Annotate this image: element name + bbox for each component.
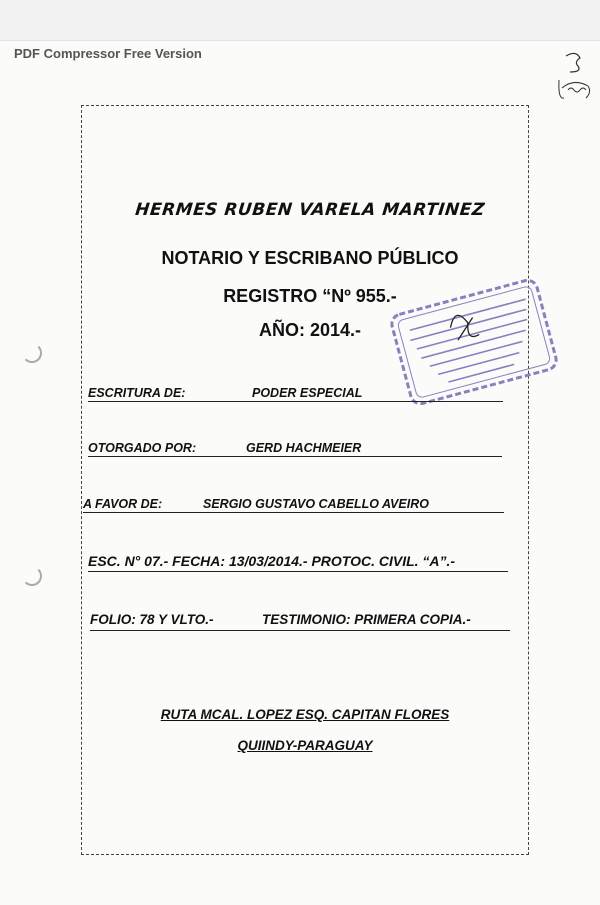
document-year: AÑO: 2014.- (258, 320, 362, 340)
registry-number: REGISTRO “Nº 955.- (223, 286, 397, 306)
address-city: QUIINDY-PARAGUAY (237, 738, 373, 753)
handwritten-page-mark (556, 48, 596, 108)
address-street: RUTA MCAL. LOPEZ ESQ. CAPITAN FLORES (160, 707, 450, 722)
field-value: TESTIMONIO: PRIMERA COPIA.- (262, 612, 471, 627)
underline (90, 630, 510, 631)
underline (88, 571, 508, 572)
field-label: ESC. N° 07.- FECHA: 13/03/2014.- PROTOC. CIVIL. “A”.- (88, 553, 456, 569)
top-bar (0, 0, 600, 41)
binder-hole-bottom (22, 566, 42, 586)
field-label: FOLIO: 78 Y VLTO.- (90, 612, 214, 627)
underline (88, 401, 503, 402)
field-value: SERGIO GUSTAVO CABELLO AVEIRO (203, 497, 429, 511)
pdf-watermark: PDF Compressor Free Version (14, 46, 202, 61)
field-value: PODER ESPECIAL (252, 386, 363, 400)
notary-title: NOTARIO Y ESCRIBANO PÚBLICO (161, 248, 459, 268)
underline (88, 456, 502, 457)
field-label: ESCRITURA DE: (88, 386, 186, 400)
field-label: OTORGADO POR: (88, 441, 197, 455)
notary-name: HERMES RUBEN VARELA MARTINEZ (134, 200, 486, 220)
field-value: GERD HACHMEIER (246, 441, 362, 455)
field-label: A FAVOR DE: (83, 497, 163, 511)
underline (83, 512, 504, 513)
binder-hole-top (22, 343, 42, 363)
